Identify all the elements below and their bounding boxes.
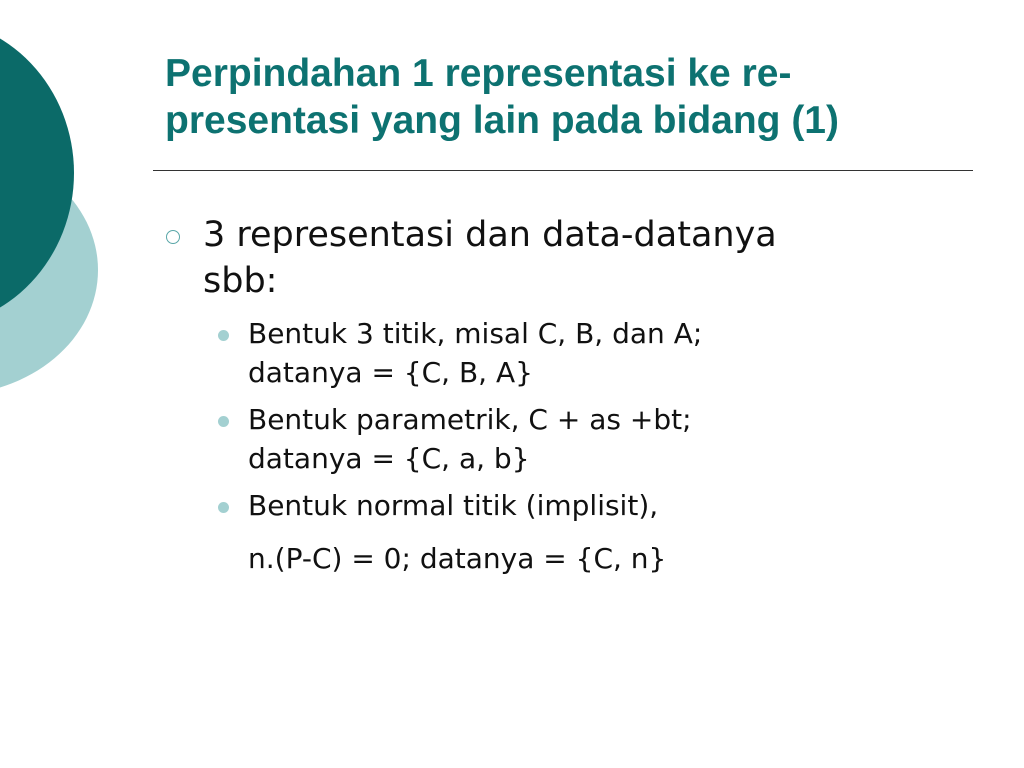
sub-bullet-text: Bentuk parametrik, C + as +bt; bbox=[248, 403, 692, 436]
sub-bullet-text: Bentuk normal titik (implisit), bbox=[248, 489, 659, 522]
sub-bullet-list bbox=[160, 314, 980, 578]
filled-circle-bullet-icon bbox=[218, 330, 229, 341]
sub-bullet-text: n.(P-C) = 0; datanya = {C, n} bbox=[248, 542, 667, 575]
slide-content bbox=[160, 212, 980, 586]
sub-bullet-text: datanya = {C, a, b} bbox=[248, 442, 530, 475]
sub-bullet-text: datanya = {C, B, A} bbox=[248, 356, 533, 389]
hollow-circle-bullet-icon bbox=[166, 230, 180, 244]
sub-bullet-text: Bentuk 3 titik, misal C, B, dan A; bbox=[248, 317, 703, 350]
title-line: Perpindahan 1 representasi ke re- bbox=[165, 52, 792, 95]
main-bullet-item bbox=[160, 212, 980, 304]
title-divider bbox=[153, 170, 973, 171]
title-line: presentasi yang lain pada bidang (1) bbox=[165, 99, 839, 142]
sub-bullet-item bbox=[160, 400, 980, 478]
main-bullet-text: 3 representasi dan data-datanya bbox=[203, 215, 777, 255]
main-bullet-text: sbb: bbox=[203, 261, 278, 301]
filled-circle-bullet-icon bbox=[218, 502, 229, 513]
sub-bullet-item bbox=[160, 314, 980, 392]
slide-title bbox=[165, 50, 995, 144]
filled-circle-bullet-icon bbox=[218, 416, 229, 427]
sub-bullet-item bbox=[160, 486, 980, 578]
